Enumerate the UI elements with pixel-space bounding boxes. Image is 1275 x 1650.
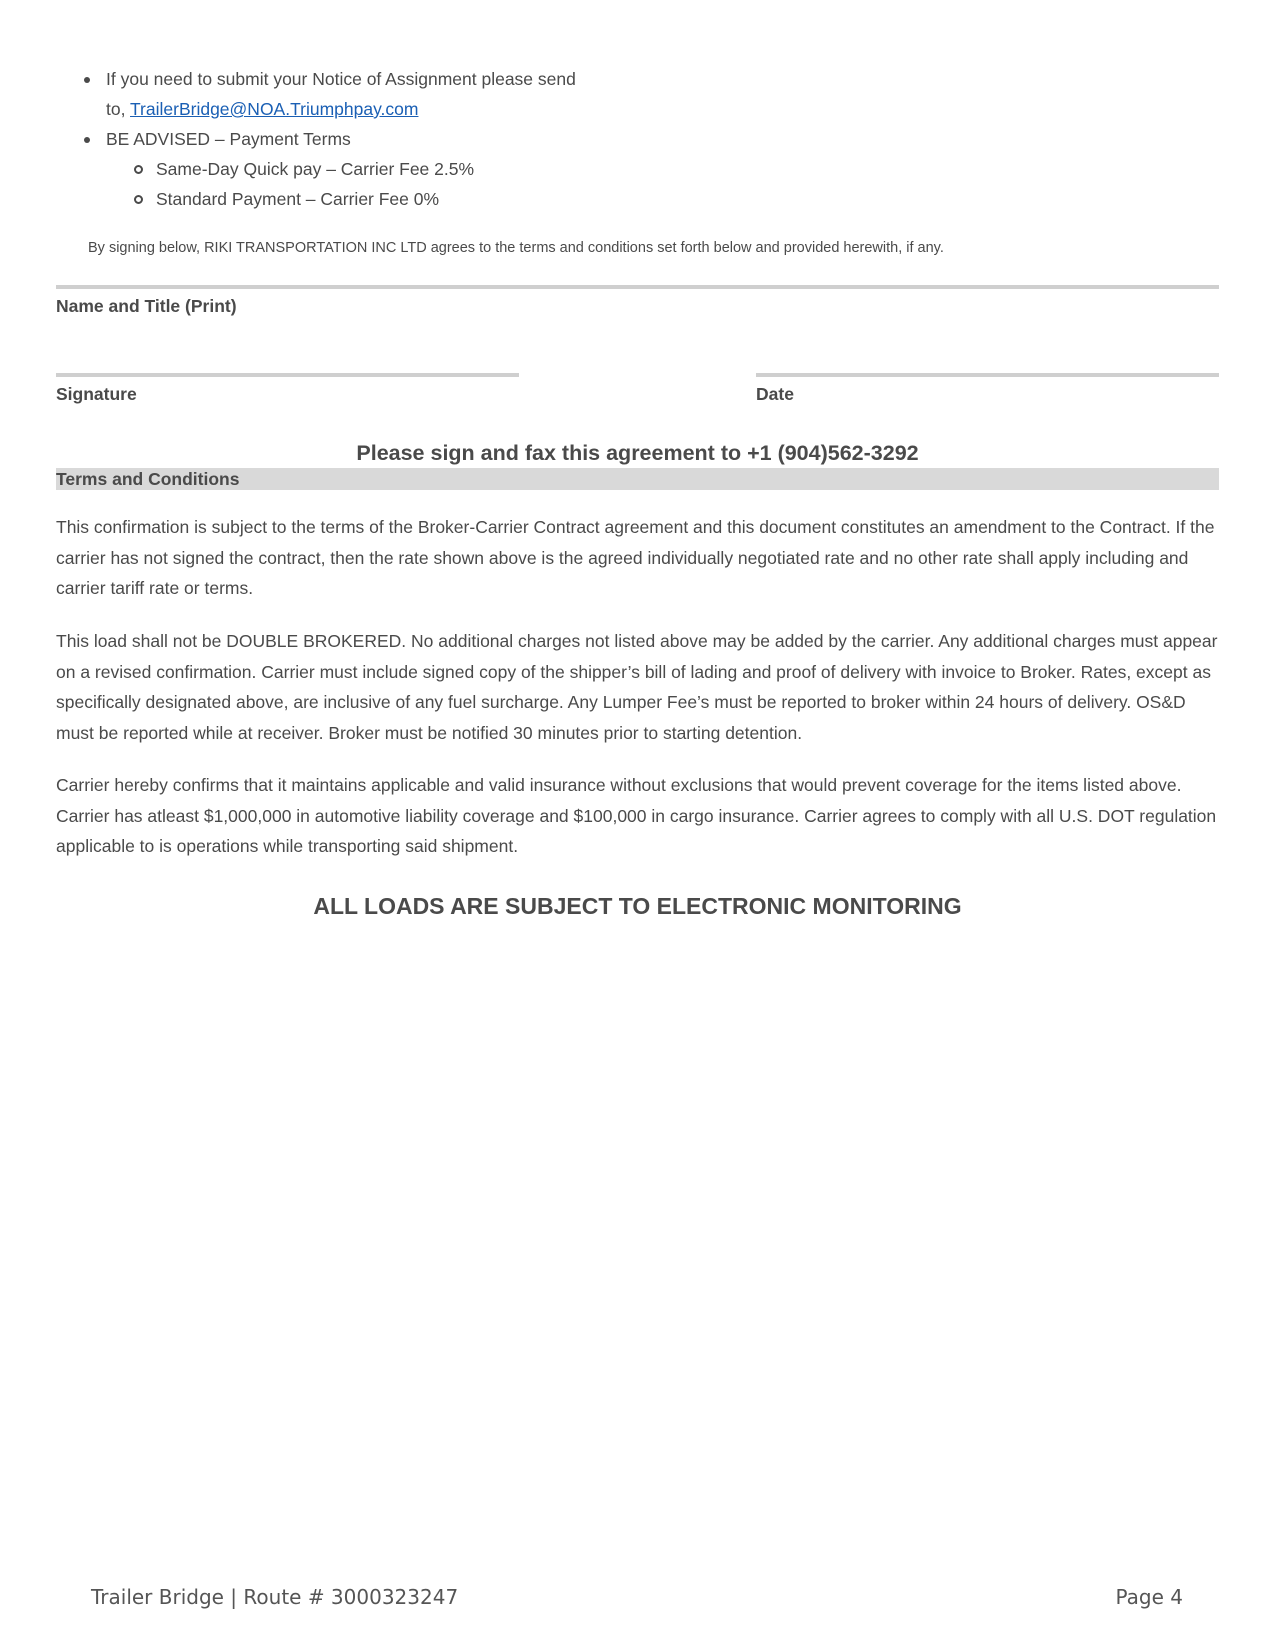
list-item-quick-pay — [156, 154, 666, 184]
footer-route: Trailer Bridge | Route # 3000323247 — [91, 1585, 459, 1609]
noa-email-link[interactable]: TrailerBridge@NOA.Triumphpay.com — [130, 99, 419, 119]
terms-title: Terms and Conditions — [56, 469, 240, 489]
noa-text: If you need to submit your Notice of Assignment please send — [106, 69, 576, 89]
signature-line[interactable] — [56, 373, 519, 377]
date-label: Date — [756, 384, 794, 404]
footer-page-number: Page 4 — [1115, 1585, 1183, 1609]
instructions-list — [106, 64, 666, 214]
fax-instruction: Please sign and fax this agreement to +1 (904)562-3292 — [356, 441, 919, 465]
monitoring-notice: ALL LOADS ARE SUBJECT TO ELECTRONIC MONITORING — [313, 893, 962, 919]
terms-paragraph: This confirmation is subject to the terms of the Broker-Carrier Contract agreement and this document constitutes an amendment to the Contract. If the carrier has not signed the contract, then the rate shown above is the agreed individually negotiated rate and no other rate shall apply including and carrier tariff rate or terms. — [56, 517, 1215, 598]
name-title-label: Name and Title (Print) — [56, 296, 237, 316]
list-item-noa — [106, 64, 666, 124]
terms-paragraph: Carrier hereby confirms that it maintains applicable and valid insurance without exclusions that would prevent coverage for the items listed above. Carrier has atleast $1,000,000 in automotive liability coverage and $100,000 in cargo insurance. Carrier agrees to comply with all U.S. DOT regulation applicable to is operations while transporting said shipment. — [56, 775, 1217, 856]
signature-label: Signature — [56, 384, 137, 404]
list-item-standard-payment — [156, 184, 666, 214]
standard-payment-text: Standard Payment – Carrier Fee 0% — [156, 189, 440, 209]
list-item-payment-terms — [106, 124, 666, 214]
payment-terms-text: BE ADVISED – Payment Terms — [106, 129, 351, 149]
date-line[interactable] — [756, 373, 1219, 377]
noa-text-prefix: to, — [106, 99, 131, 119]
name-title-line[interactable] — [56, 285, 1219, 289]
signing-agreement-note: By signing below, RIKI TRANSPORTATION INC LTD agrees to the terms and conditions set forth below and provided herewith, if any. — [88, 240, 944, 256]
quick-pay-text: Same-Day Quick pay – Carrier Fee 2.5% — [156, 159, 475, 179]
payment-terms-sublist — [106, 154, 666, 214]
terms-paragraph: This load shall not be DOUBLE BROKERED. No additional charges not listed above may be added by the carrier. Any additional charges must appear on a revised confirmation. Carrier must include signed copy of the shipper’s bill of lading and proof of delivery with invoice to Broker. Rates, except as specifically designated above, are inclusive of any fuel surcharge. Any Lumper Fee’s must be reported to broker within 24 hours of delivery. OS&D must be reported while at receiver. Broker must be notified 30 minutes prior to starting detention. — [56, 631, 1218, 743]
